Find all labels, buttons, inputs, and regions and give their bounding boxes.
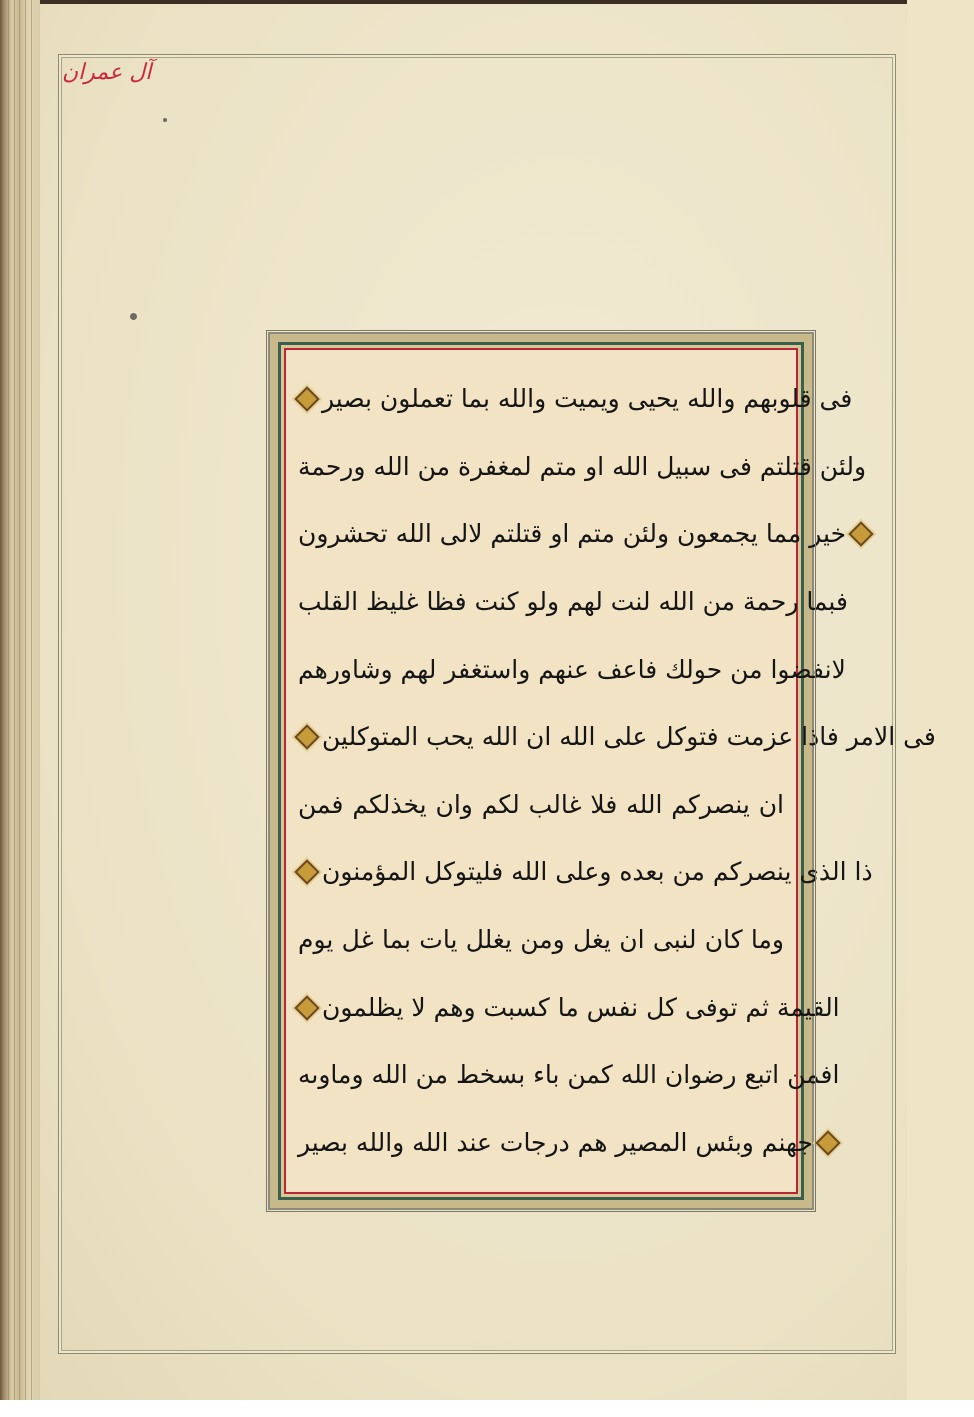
verse-end-marker-icon [294, 724, 319, 749]
verse-text: جهنم وبئس المصیر هم درجات عند الله والله بصیر [298, 1127, 813, 1157]
verse-text: فی الامر فاذا عزمت فتوكل علی الله ان الله یحب المتوكلین [322, 722, 936, 752]
verse-text: فبما رحمة من الله لنت لهم ولو كنت فظا غلیظ القلب [298, 586, 848, 616]
verse-end-marker-icon [815, 1130, 840, 1155]
text-panel [270, 334, 936, 1208]
verse-line [298, 511, 847, 557]
verse-line [298, 1052, 840, 1098]
verse-text: ولئن قتلتم فی سبیل الله او متم لمغفرة من الله ورحمة [298, 451, 867, 481]
verse-line [298, 647, 846, 693]
verse-text: لانفضوا من حولك فاعف عنهم واستغفر لهم وشاورهم [298, 654, 846, 684]
verse-end-marker-icon [294, 386, 319, 411]
margin-dot [130, 313, 137, 320]
verse-end-marker-icon [294, 860, 319, 885]
verse-lines [298, 376, 936, 1166]
verse-line [298, 782, 784, 828]
verse-text: فی قلوبهم والله یحیی ویمیت والله بما تعملون بصیر [322, 384, 853, 413]
verse-line [298, 579, 848, 625]
verse-end-marker-icon [848, 522, 873, 547]
verse-text: خیر مما یجمعون ولئن متم او قتلتم لالی الله تحشرون [298, 519, 847, 549]
verse-text: ان ینصركم الله فلا غالب لكم وان یخذلكم فمن [298, 789, 784, 819]
verse-line [298, 444, 867, 490]
verse-text: ذا الذی ینصركم من بعده وعلی الله فلیتوكل المؤمنون [322, 857, 873, 887]
surah-heading: آل عمران [62, 60, 152, 85]
verse-line [298, 376, 853, 422]
verse-line [298, 1120, 813, 1166]
margin-dot [163, 118, 167, 122]
page-margin-strip [907, 0, 974, 1400]
verse-text: وما كان لنبی ان یغل ومن یغلل یات بما غل یوم [298, 925, 784, 954]
verse-line [298, 985, 840, 1031]
verse-text: القیمة ثم توفی كل نفس ما كسبت وهم لا یظلمون [322, 992, 840, 1022]
verse-end-marker-icon [294, 995, 319, 1020]
book-binding-edge [0, 0, 40, 1400]
verse-text: افمن اتبع رضوان الله كمن باء بسخط من الله وماوىه [298, 1060, 840, 1090]
verse-line [298, 714, 936, 760]
verse-line [298, 849, 873, 895]
verse-line [298, 917, 784, 963]
